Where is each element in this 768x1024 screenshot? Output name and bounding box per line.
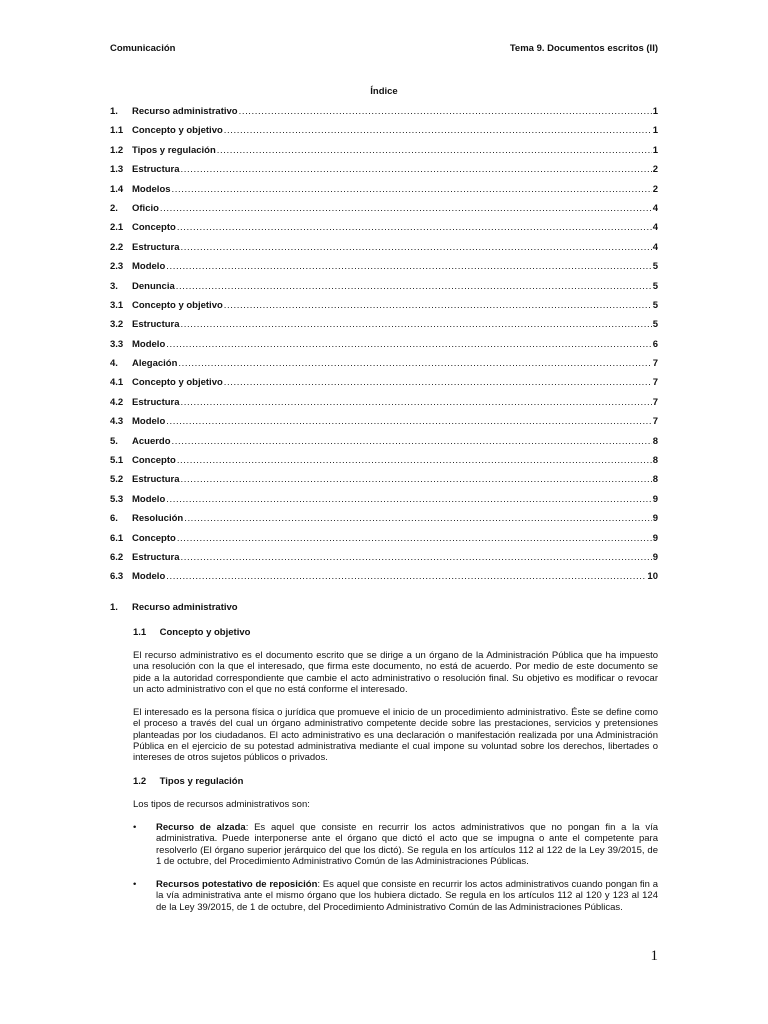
toc-leader-dots xyxy=(181,397,652,408)
toc-entry-page: 1 xyxy=(652,106,658,117)
section-number: 1. xyxy=(110,602,118,613)
toc-leader-dots xyxy=(176,281,652,292)
toc-entry-title[interactable]: Estructura xyxy=(132,474,180,486)
toc-entry[interactable] xyxy=(110,242,658,261)
toc-entry-title[interactable]: Estructura xyxy=(132,396,180,408)
toc-entry-title[interactable]: Modelo xyxy=(132,416,166,428)
toc-entry[interactable] xyxy=(110,358,658,377)
toc-leader-dots xyxy=(160,203,652,214)
toc-entry-number: 5. xyxy=(110,435,118,447)
toc-entry[interactable] xyxy=(110,184,658,203)
toc-entry-number: 6.2 xyxy=(110,551,124,563)
toc-entry[interactable] xyxy=(110,533,658,552)
toc-leader-dots xyxy=(224,125,652,136)
toc-entry-page: 8 xyxy=(652,455,658,467)
bullet-item xyxy=(133,879,658,913)
toc-entry-title[interactable]: Modelo xyxy=(132,571,166,583)
toc-entry-title[interactable]: Concepto y objetivo xyxy=(132,299,223,311)
toc-leader-dots xyxy=(177,455,652,466)
header-subject: Comunicación xyxy=(110,43,176,54)
toc-leader-dots xyxy=(166,339,651,350)
toc-entry[interactable] xyxy=(110,222,658,241)
toc-entry-number: 1.2 xyxy=(110,144,124,156)
toc-entry-number: 4. xyxy=(110,358,118,370)
toc-leader-dots xyxy=(166,261,651,272)
toc-entry-page: 5 xyxy=(652,319,658,331)
toc-entry-title[interactable]: Estructura xyxy=(132,551,180,563)
toc-entry-page: 6 xyxy=(652,338,658,350)
toc-entry-number: 3.2 xyxy=(110,319,124,331)
toc-entry-page: 7 xyxy=(652,377,658,389)
toc-entry[interactable] xyxy=(110,436,658,455)
toc-entry-page: 1 xyxy=(652,125,658,137)
toc-entry-title[interactable]: Resolución xyxy=(132,513,184,525)
bullet-icon: • xyxy=(133,821,137,833)
toc-leader-dots xyxy=(181,552,652,563)
toc-entry-title[interactable]: Concepto y objetivo xyxy=(132,125,223,137)
toc-entry[interactable] xyxy=(110,319,658,338)
toc-entry-number: 1. xyxy=(110,106,118,117)
toc-entry-page: 9 xyxy=(652,551,658,563)
toc-entry-page: 9 xyxy=(652,493,658,505)
toc-leader-dots xyxy=(172,184,652,195)
page-number: 1 xyxy=(650,948,658,964)
bullet-description: : Es aquel que consiste en recurrir los actos administrativos que no pongan fin a la vía administrativa. Puede interponerse ante el órgano que dictó el acto que se impugna o ante el competente para resolverlo (El órgano superior jerárquico del que los dictó). Se regula en los artículos 112 al 122 de la Ley 39/2015, de 1 de octubre, del Procedimiento Administrativo Común de las Administraciones Públicas. xyxy=(156,821,659,867)
toc-entry-page: 7 xyxy=(652,396,658,408)
section-heading xyxy=(110,602,658,613)
bullet-description: : Es aquel que consiste en recurrir los actos administrativos cuando pongan fin a la vía administrativa ante el mismo órgano que los hubiera dictado. Se regula en los artículos 112 al 120 y 123 al 124 de la Ley 39/2015, de 1 de octubre, del Procedimiento Administrativo Común de las Administraciones Públicas. xyxy=(156,879,658,913)
toc-entry[interactable] xyxy=(110,106,658,125)
toc-entry-title[interactable]: Acuerdo xyxy=(132,435,171,447)
toc-entry-title[interactable]: Concepto xyxy=(132,532,176,544)
subsection-number: 1.2 xyxy=(133,775,147,787)
toc-entry-number: 3.1 xyxy=(110,299,124,311)
toc-entry-number: 2.2 xyxy=(110,241,124,253)
section-title: Recurso administrativo xyxy=(132,602,238,613)
toc-entry-number: 5.3 xyxy=(110,493,124,505)
toc-entry-number: 2.3 xyxy=(110,261,124,273)
toc-entry-number: 4.1 xyxy=(110,377,124,389)
toc-leader-dots xyxy=(177,222,652,233)
paragraph: Los tipos de recursos administrativos son: xyxy=(133,798,310,810)
toc-leader-dots xyxy=(166,416,651,427)
bullet-item xyxy=(133,822,658,867)
toc-entry-page: 8 xyxy=(652,474,658,486)
toc-entry[interactable] xyxy=(110,397,658,416)
toc-leader-dots xyxy=(181,242,652,253)
table-of-contents xyxy=(110,106,658,591)
toc-entry-number: 1.4 xyxy=(110,183,124,195)
toc-entry-title[interactable]: Denuncia xyxy=(132,280,175,292)
toc-entry[interactable] xyxy=(110,281,658,300)
toc-entry-number: 4.2 xyxy=(110,396,124,408)
toc-leader-dots xyxy=(181,319,652,330)
toc-leader-dots xyxy=(181,164,652,175)
toc-entry-page: 5 xyxy=(652,280,658,292)
toc-leader-dots xyxy=(217,145,652,156)
toc-entry-title[interactable]: Oficio xyxy=(132,202,159,214)
toc-entry-page: 5 xyxy=(652,261,658,273)
toc-entry-number: 3. xyxy=(110,280,118,292)
toc-entry-title[interactable]: Modelo xyxy=(132,493,166,505)
bullet-term: Recurso de alzada xyxy=(156,821,246,833)
toc-entry-title[interactable]: Recurso administrativo xyxy=(132,106,238,117)
paragraph: El recurso administrativo es el documento escrito que se dirige a un órgano de la Administración Pública que ha impuesto una resolución con la que el interesado, que firma este documento, no está de acuerdo. Por medio de este documento se pide a la autoridad correspondiente que cambie el acto administrativo o resolución final. Su objetivo es modificar o revocar un acto administrativo con el que no está conforme el interesado. xyxy=(133,650,658,695)
document-body xyxy=(110,602,658,925)
toc-entry-page: 4 xyxy=(652,241,658,253)
subsection-title: Concepto y objetivo xyxy=(159,627,251,638)
toc-entry-title[interactable]: Modelo xyxy=(132,338,166,350)
toc-entry-page: 8 xyxy=(652,435,658,447)
toc-entry[interactable] xyxy=(110,552,658,571)
subsection-title: Tipos y regulación xyxy=(159,775,244,787)
toc-leader-dots xyxy=(172,436,652,447)
toc-entry-title[interactable]: Concepto xyxy=(132,455,176,467)
toc-leader-dots xyxy=(166,494,651,505)
toc-entry[interactable] xyxy=(110,455,658,474)
toc-entry-title[interactable]: Tipos y regulación xyxy=(132,144,216,156)
toc-entry[interactable] xyxy=(110,377,658,396)
toc-entry-page: 5 xyxy=(652,299,658,311)
toc-entry[interactable] xyxy=(110,203,658,222)
toc-leader-dots xyxy=(184,513,652,524)
toc-entry-number: 4.3 xyxy=(110,416,124,428)
toc-leader-dots xyxy=(239,106,652,117)
toc-entry-number: 5.1 xyxy=(110,455,124,467)
bullet-list xyxy=(133,822,658,913)
subsection-heading xyxy=(133,627,658,638)
toc-entry-page: 10 xyxy=(647,571,658,583)
paragraph: El interesado es la persona física o jurídica que promueve el inicio de un procedimiento administrativo. Éste se define como el proceso a través del cual un órgano administrativo competente decide sobre las prestaciones, servicios y pretensiones planteadas por los ciudadanos. El acto administrativo es una declaración o manifestación realizada por una Administración Pública en el ejercicio de su potestad administrativa mediante el cual impone su voluntad sobre los derechos, libertades o intereses de otros sujetos públicos o privados. xyxy=(133,707,658,764)
toc-leader-dots xyxy=(177,533,652,544)
toc-leader-dots xyxy=(181,474,652,485)
toc-entry-page: 9 xyxy=(652,532,658,544)
toc-entry-page: 7 xyxy=(652,416,658,428)
toc-entry[interactable] xyxy=(110,416,658,435)
toc-entry-title[interactable]: Estructura xyxy=(132,164,180,176)
toc-entry[interactable] xyxy=(110,125,658,144)
toc-entry-title[interactable]: Concepto xyxy=(132,222,176,234)
toc-entry[interactable] xyxy=(110,261,658,280)
bullet-icon: • xyxy=(133,879,137,891)
bullet-term: Recursos potestativo de reposición xyxy=(156,879,318,891)
toc-entry-page: 2 xyxy=(652,164,658,176)
toc-leader-dots xyxy=(224,300,652,311)
toc-entry-number: 6.3 xyxy=(110,571,124,583)
toc-entry[interactable] xyxy=(110,494,658,513)
toc-entry-number: 3.3 xyxy=(110,338,124,350)
toc-entry[interactable] xyxy=(110,474,658,493)
toc-entry-number: 6.1 xyxy=(110,532,124,544)
toc-entry-page: 9 xyxy=(652,513,658,525)
toc-entry[interactable] xyxy=(110,300,658,319)
toc-entry-page: 4 xyxy=(652,202,658,214)
toc-entry-number: 5.2 xyxy=(110,474,124,486)
toc-entry-title[interactable]: Modelos xyxy=(132,183,171,195)
toc-entry-title[interactable]: Alegación xyxy=(132,358,178,370)
toc-entry-number: 6. xyxy=(110,513,118,525)
toc-entry-page: 1 xyxy=(652,144,658,156)
subsection-heading xyxy=(133,776,658,787)
toc-entry-number: 1.3 xyxy=(110,164,124,176)
toc-entry[interactable] xyxy=(110,145,658,164)
toc-entry-page: 7 xyxy=(652,358,658,370)
toc-entry-page: 4 xyxy=(652,222,658,234)
toc-entry-number: 1.1 xyxy=(110,125,124,137)
toc-entry[interactable] xyxy=(110,164,658,183)
subsection-number: 1.1 xyxy=(133,627,147,638)
toc-leader-dots xyxy=(178,358,651,369)
toc-entry-title[interactable]: Estructura xyxy=(132,241,180,253)
toc-leader-dots xyxy=(166,571,646,582)
toc-entry-title[interactable]: Modelo xyxy=(132,261,166,273)
header-topic: Tema 9. Documentos escritos (II) xyxy=(509,43,658,54)
toc-entry[interactable] xyxy=(110,571,658,590)
toc-entry[interactable] xyxy=(110,513,658,532)
toc-entry-number: 2. xyxy=(110,202,118,214)
toc-entry[interactable] xyxy=(110,339,658,358)
toc-entry-page: 2 xyxy=(652,183,658,195)
toc-title: Índice xyxy=(370,86,398,97)
toc-entry-title[interactable]: Estructura xyxy=(132,319,180,331)
toc-leader-dots xyxy=(224,377,652,388)
toc-entry-number: 2.1 xyxy=(110,222,124,234)
toc-entry-title[interactable]: Concepto y objetivo xyxy=(132,377,223,389)
